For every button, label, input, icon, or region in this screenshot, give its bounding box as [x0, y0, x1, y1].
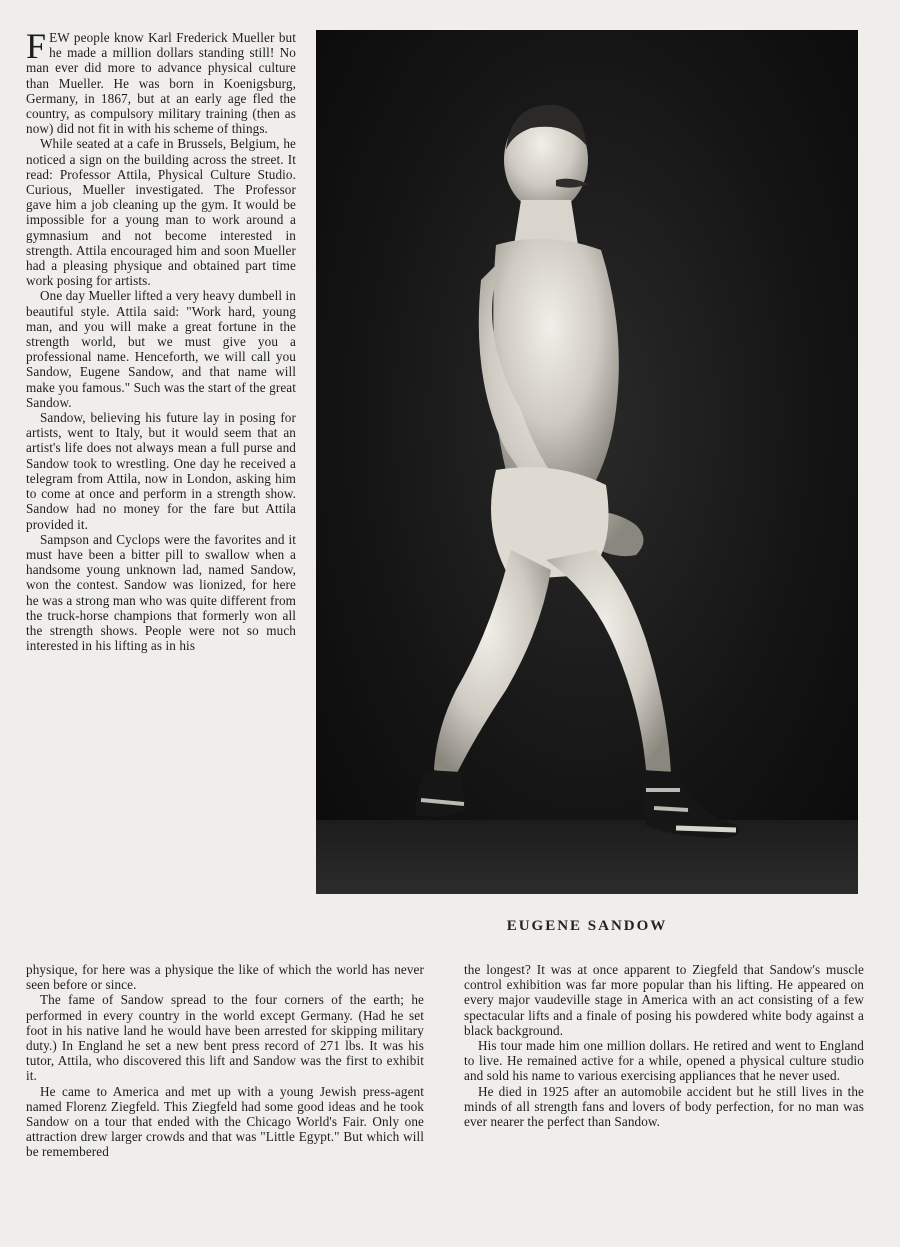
article-paragraph-10: He died in 1925 after an automobile accident but he still lives in the minds of all strength fans and lovers of body perfection, for no man was ever nearer the perfect than Sandow. — [464, 1083, 864, 1130]
article-paragraph-5: Sampson and Cyclops were the favorites and it must have been a bitter pill to swallow when a handsome young unknown lad, named Sandow, won the contest. Sandow was lionized, for here he was a strong man who was quite different from the truck-horse champions that formerly won all the strength shows. People were not so much interested in his lifting as in his — [26, 531, 296, 654]
article-column-right — [464, 962, 864, 1129]
article-paragraph-3: One day Mueller lifted a very heavy dumbell in beautiful style. Attila said: "Work hard, young man, and you will make a great fortune in the strength world, but we must give you a professional name. Henceforth, we will call you Sandow, Eugene Sandow, and that name will make you famous." Such was the start of the great Sandow. — [26, 288, 296, 410]
drop-cap: F — [26, 26, 47, 66]
article-paragraph-8: the longest? It was at once apparent to Ziegfeld that Sandow's muscle control exhibition was far more popular than his lifting. He appeared on every major vaudeville stage in America with an act consisting of a few spectacular lifts and a finale of posing his powdered white body against a black background. — [464, 962, 864, 1038]
article-paragraph-2: While seated at a cafe in Brussels, Belgium, he noticed a sign on the building across the street. It read: Professor Attila, Physical Culture Studio. Curious, Mueller investigated. The Professor gave him a job cleaning up the gym. It would be impossible for a young man to work around a gymnasium and not become interested in strength. Attila encouraged him and soon Mueller had a pleasing physique and obtained part time work posing for artists. — [26, 136, 296, 289]
posing-figure-illustration — [316, 30, 858, 894]
sandow-photograph — [316, 30, 858, 894]
article-paragraph-9: His tour made him one million dollars. He retired and went to England to live. He remained active for a while, opened a physical culture studio and sold his name to various exercising appliances that he never used. — [464, 1038, 864, 1084]
article-column-left-bottom — [26, 962, 424, 1160]
article-column-left-top — [26, 26, 296, 654]
article-paragraph-7: He came to America and met up with a young Jewish press-agent named Florenz Ziegfeld. This Ziegfeld had some good ideas and he took Sandow on a tour that ended with the Chicago World's Fair. Only one attraction drew larger crowds and that was "Little Egypt." But which will be remembered — [26, 1083, 424, 1160]
article-paragraph-5-continued: physique, for here was a physique the like of which the world has never seen before or since. — [26, 962, 424, 993]
paragraph-1-text: EW people know Karl Frederick Mueller but he made a million dollars standing still! No man ever did more to advance physical culture than Mueller. He was born in Koenigsburg, Germany, in 1867, but at an early age fled the country, as compulsory military training (then as now) did not fit in with his scheme of things. — [26, 30, 296, 137]
article-paragraph-4: Sandow, believing his future lay in posing for artists, went to Italy, but it would seem that an artist's life does not always mean a full purse and Sandow took to wrestling. One day he received a telegram from Attila, now in London, asking him to come at once and perform in a strength show. Sandow had no money for the fare but Attila provided it. — [26, 410, 296, 532]
photo-caption: EUGENE SANDOW — [506, 918, 668, 934]
article-paragraph-6: The fame of Sandow spread to the four corners of the earth; he performed in every country in the world except Germany. (Had he set foot in his native land he would have been arrested for skipping military duty.) In England he set a new bent press record of 271 lbs. It was his tutor, Attila, who discovered this lift and Sandow was the first to exhibit it. — [26, 992, 424, 1084]
article-paragraph-1 — [26, 26, 296, 137]
